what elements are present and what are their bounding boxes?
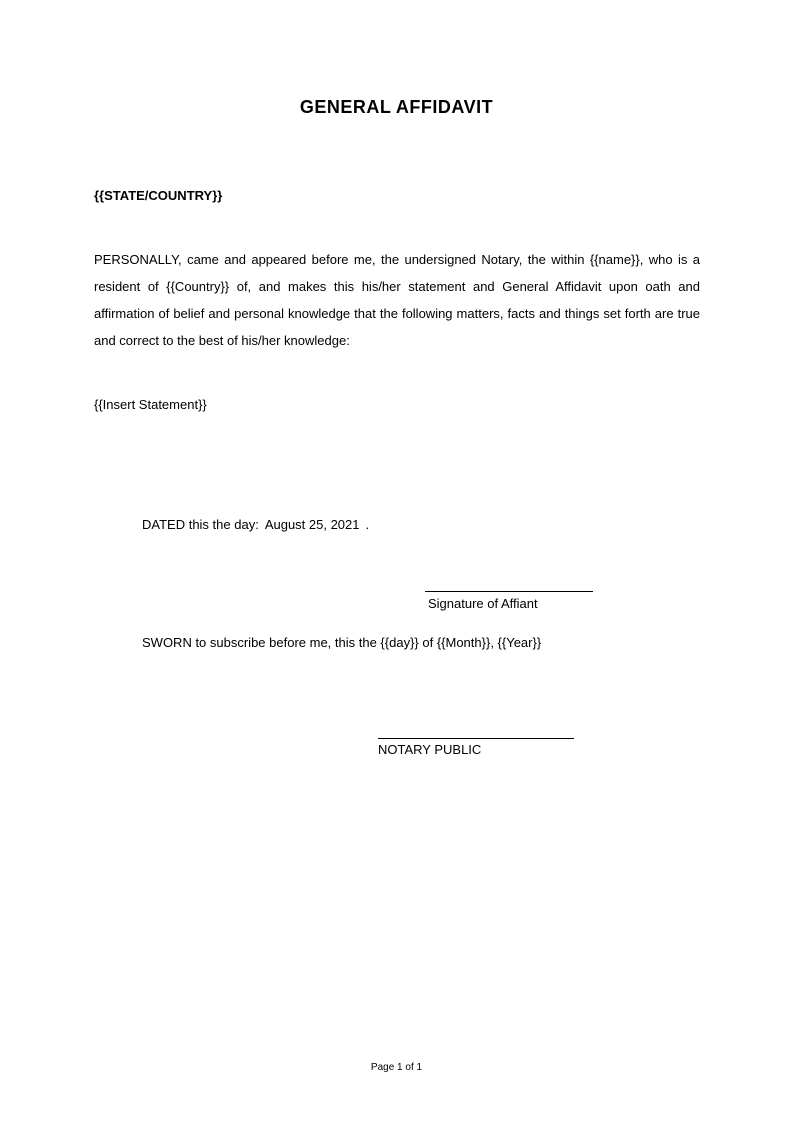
dated-label: DATED this the day: — [142, 517, 259, 532]
statement-placeholder: {{Insert Statement}} — [94, 397, 207, 412]
page-footer: Page 1 of 1 — [370, 1062, 423, 1073]
sworn-statement: SWORN to subscribe before me, this the {{day}} of {{Month}}, {{Year}} — [142, 635, 542, 650]
affidavit-body-paragraph: PERSONALLY, came and appeared before me, the undersigned Notary, the within {{name}}, who is a resident of {{Country}} of, and makes this his/her statement and General Affidavit upon oath and affirmation of belief and personal knowledge that the following matters, facts and things set forth are true and correct to the best of his/her knowledge: — [94, 252, 700, 348]
affiant-signature-line — [425, 591, 593, 592]
dated-value: August 25, 2021 — [264, 517, 360, 532]
jurisdiction-placeholder: {{STATE/COUNTRY}} — [94, 188, 223, 203]
document-title: GENERAL AFFIDAVIT — [299, 97, 494, 117]
dated-end: . — [365, 517, 370, 532]
notary-signature-line — [378, 738, 574, 739]
affiant-signature-label: Signature of Affiant — [428, 596, 538, 611]
notary-public-label: NOTARY PUBLIC — [378, 742, 482, 757]
dated-line — [142, 517, 369, 532]
